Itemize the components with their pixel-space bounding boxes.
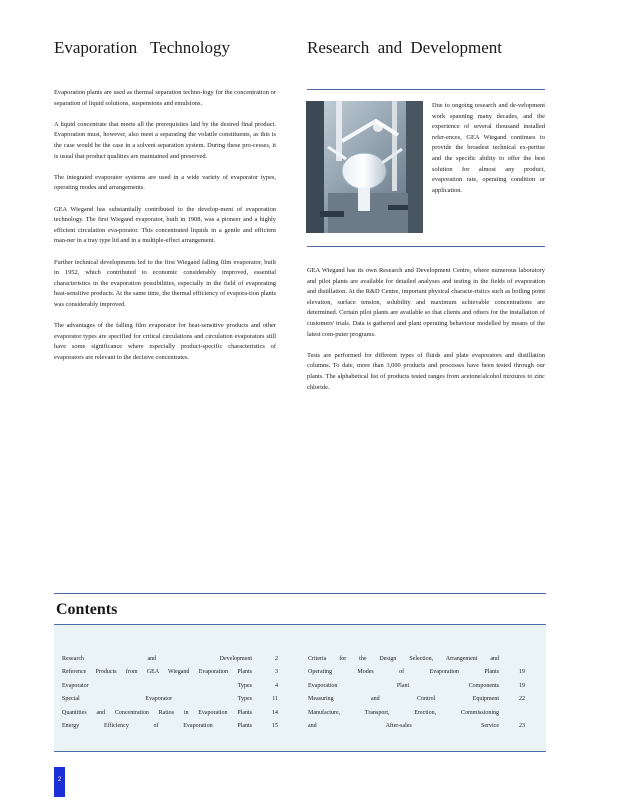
toc-entry-title: Energy Efficiency of Evaporation Plants bbox=[62, 723, 252, 730]
toc-entry-title: and After-sales Service bbox=[308, 723, 499, 730]
toc-entry[interactable] bbox=[308, 680, 525, 693]
toc-entry-page: 22 bbox=[519, 696, 525, 703]
toc-entry-title: Criteria for the Design Selection, Arrangement and bbox=[308, 656, 499, 662]
toc-entry-title: Special Evaporator Types bbox=[62, 696, 252, 703]
toc-entry[interactable] bbox=[308, 666, 525, 679]
toc-entry[interactable] bbox=[62, 693, 278, 706]
toc-entry[interactable] bbox=[62, 720, 278, 733]
toc-entry[interactable] bbox=[308, 653, 525, 666]
toc-entry-page: 23 bbox=[519, 723, 525, 730]
toc-entry-title: Evaporator Types bbox=[62, 682, 252, 689]
laboratory-glassware-photo bbox=[306, 101, 423, 233]
photo-caption-text bbox=[432, 101, 545, 196]
page-number-badge bbox=[54, 767, 65, 797]
toc-entry[interactable] bbox=[308, 707, 525, 720]
paragraph: The advantages of the falling film evaporator for heat-sensitive products and other evaporator types are specified for critical circulations and circulation evaporators still have some significance where especially product-specific characteristics of evaporators are relevant to the decisive concentrates. bbox=[54, 322, 276, 361]
paragraph: Tests are performed for different types of fluids and plate evaporators and distillation columns. To date, more than 3,000 products and processes have been tested through our plants. The alphabetical list of products tested ranges from acetone/alcohol mixtures to zinc chloride. bbox=[307, 351, 545, 391]
toc-entry-title: Measuring and Control Equipment bbox=[308, 696, 499, 703]
contents-title: Contents bbox=[56, 601, 118, 618]
toc-entry-title: Evaporation Plant Components bbox=[308, 682, 499, 689]
toc-entry-page: 3 bbox=[275, 669, 278, 676]
toc-entry-page: 19 bbox=[519, 669, 525, 676]
toc-entry-title: Manufacture, Transport, Erection, Commissioning bbox=[308, 709, 499, 716]
divider bbox=[307, 89, 545, 90]
toc-entry-title: Operating Modes of Evaporation Plants bbox=[308, 669, 499, 676]
page-number: 2 bbox=[57, 777, 62, 783]
toc-entry-title: Research and Development bbox=[62, 656, 252, 662]
toc-entry[interactable] bbox=[308, 693, 525, 706]
toc-entry-page: 4 bbox=[275, 682, 278, 689]
left-column bbox=[54, 88, 276, 374]
paragraph: Due to ongoing research and de-velopment work spanning many decades, and the experience of several thousand installed refer-ences, GEA Wiegand continues to provide the broadest technical ex-pertise and the specific ability to offer the best solution for almost any product, evaporation rate, operating condition or application. bbox=[432, 102, 545, 194]
toc-entry-page: 19 bbox=[519, 682, 525, 689]
section-heading-evaporation: Evaporation Technology bbox=[54, 38, 230, 57]
contents-list-right bbox=[308, 653, 525, 733]
paragraph: GEA Wiegand has its own Research and Development Centre, where numerous laboratory and pilot plants are available for detailed analyses and testing in the fields of evaporation and distillation. At the R&D Centre, important physical characte-ristics such as boiling point elevation, surface tension, solubility and maximum achievable concentrations are determined. Certain pilot plants are available so that clients and others for the installation of customers' trials. Data is gathered and plant operating behaviour modelled by means of the latest com-puter programs. bbox=[307, 267, 545, 338]
toc-entry[interactable] bbox=[62, 666, 278, 679]
toc-entry-page: 15 bbox=[272, 723, 278, 730]
contents-list-left bbox=[62, 653, 278, 733]
right-column bbox=[307, 266, 545, 404]
divider bbox=[307, 246, 545, 247]
section-heading-research: Research and Development bbox=[307, 38, 502, 57]
toc-entry-title: Reference Products from GEA Wiegand Evaporation Plants bbox=[62, 669, 252, 676]
paragraph: Evaporation plants are used as thermal separation techno-logy for the concentration or separation of liquid solutions, suspensions and emulsions. bbox=[54, 89, 276, 107]
toc-entry[interactable] bbox=[62, 653, 278, 666]
paragraph: The integrated evaporator systems are used in a wide variety of evaporator types, operating modes and arrangements. bbox=[54, 173, 276, 192]
paragraph: A liquid concentrate that meets all the prerequisites laid by the desired final product. Evaporation must, however, also meet a separating the volatile constituents, as this is the case would be the case in a solvent separation system. During these pro-cesses, it is usual that product qualities are maintained and preserved. bbox=[54, 120, 276, 160]
toc-entry-page: 14 bbox=[272, 709, 278, 716]
toc-entry[interactable] bbox=[308, 720, 525, 733]
paragraph: GEA Wiegand has substantially contributed to the develop-ment of evaporation technology. The first Wiegand evaporator, built in 1908, was a pioneer and a highly efficient circulation eva-porator. This concentrated liquids in a gentle and efficient man-ner in a tray type lid and in a multiple-effect arrangement. bbox=[54, 205, 276, 245]
divider bbox=[54, 593, 546, 594]
toc-entry-page: 2 bbox=[275, 656, 278, 662]
paragraph: Further technical developments led to the first Wiegand falling film evaporator, built in 1952, which contributed to economic considerably improved, essential characteristics in the evaporation possibilities, especially in the field of evaporating heat-sensitive products. At the same time, the thermal efficiency of evapora-tion plants was considerably improved. bbox=[54, 258, 276, 308]
toc-entry[interactable] bbox=[62, 680, 278, 693]
toc-entry-title: Quantities and Concentration Ratios in Evaporation Plants bbox=[62, 709, 252, 716]
toc-entry[interactable] bbox=[62, 707, 278, 720]
divider bbox=[54, 751, 546, 752]
toc-entry-page: 11 bbox=[272, 696, 278, 703]
